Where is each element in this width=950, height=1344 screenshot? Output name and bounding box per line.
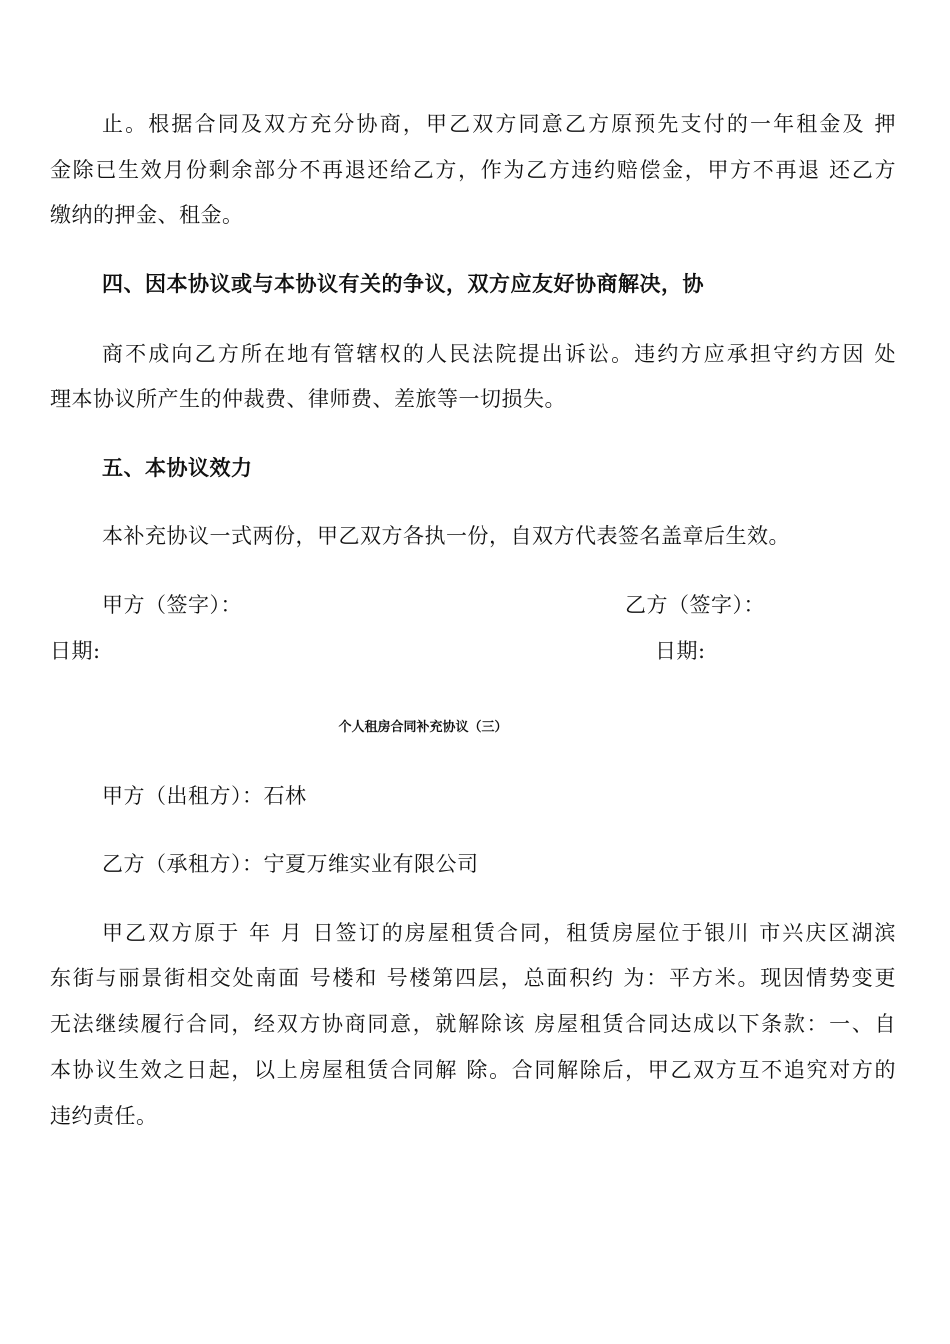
agreement-body-line-4: 本协议生效之日起，以上房屋租赁合同解 除。合同解除后，甲乙双方互不追究对方的 xyxy=(50,1058,896,1082)
agreement-body-line-5: 违约责任。 xyxy=(50,1104,158,1128)
party-a-signature-label: 甲方（签字）： xyxy=(102,593,242,617)
party-b-signature-label: 乙方（签字）： xyxy=(625,593,765,617)
section4-line-2: 理本协议所产生的仲裁费、律师费、差旅等一切损失。 xyxy=(50,387,566,411)
party-a-date-label: 日期: xyxy=(50,639,101,663)
para1-line-3: 缴纳的押金、租金。 xyxy=(50,203,244,227)
lessor-line: 甲方（出租方）：石林 xyxy=(102,784,307,808)
para1-line-1: 止。根据合同及双方充分协商，甲乙双方同意乙方原预先支付的一年租金及 押 xyxy=(102,112,896,136)
agreement-title: 个人租房合同补充协议（三） xyxy=(338,720,508,735)
section4-line-1: 商不成向乙方所在地有管辖权的人民法院提出诉讼。违约方应承担守约方因 处 xyxy=(102,342,896,366)
para1-line-2: 金除已生效月份剩余部分不再退还给乙方，作为乙方违约赔偿金，甲方不再退 还乙方 xyxy=(50,158,896,182)
section4-heading: 四、因本协议或与本协议有关的争议，双方应友好协商解决，协 xyxy=(102,271,704,296)
section5-heading: 五、本协议效力 xyxy=(102,455,253,480)
lessee-line: 乙方（承租方）：宁夏万维实业有限公司 xyxy=(102,852,479,876)
agreement-body-line-1: 甲乙双方原于 年 月 日签订的房屋租赁合同，租赁房屋位于银川 市兴庆区湖滨 xyxy=(102,921,896,945)
agreement-body-line-3: 无法继续履行合同，经双方协商同意，就解除该 房屋租赁合同达成以下条款：一、自 xyxy=(50,1012,896,1036)
agreement-body-line-2: 东街与丽景街相交处南面 号楼和 号楼第四层，总面积约 为：平方米。现因情势变更 xyxy=(50,966,896,990)
party-b-date-label: 日期: xyxy=(655,639,706,663)
section5-text: 本补充协议一式两份，甲乙双方各执一份，自双方代表签名盖章后生效。 xyxy=(102,524,790,548)
